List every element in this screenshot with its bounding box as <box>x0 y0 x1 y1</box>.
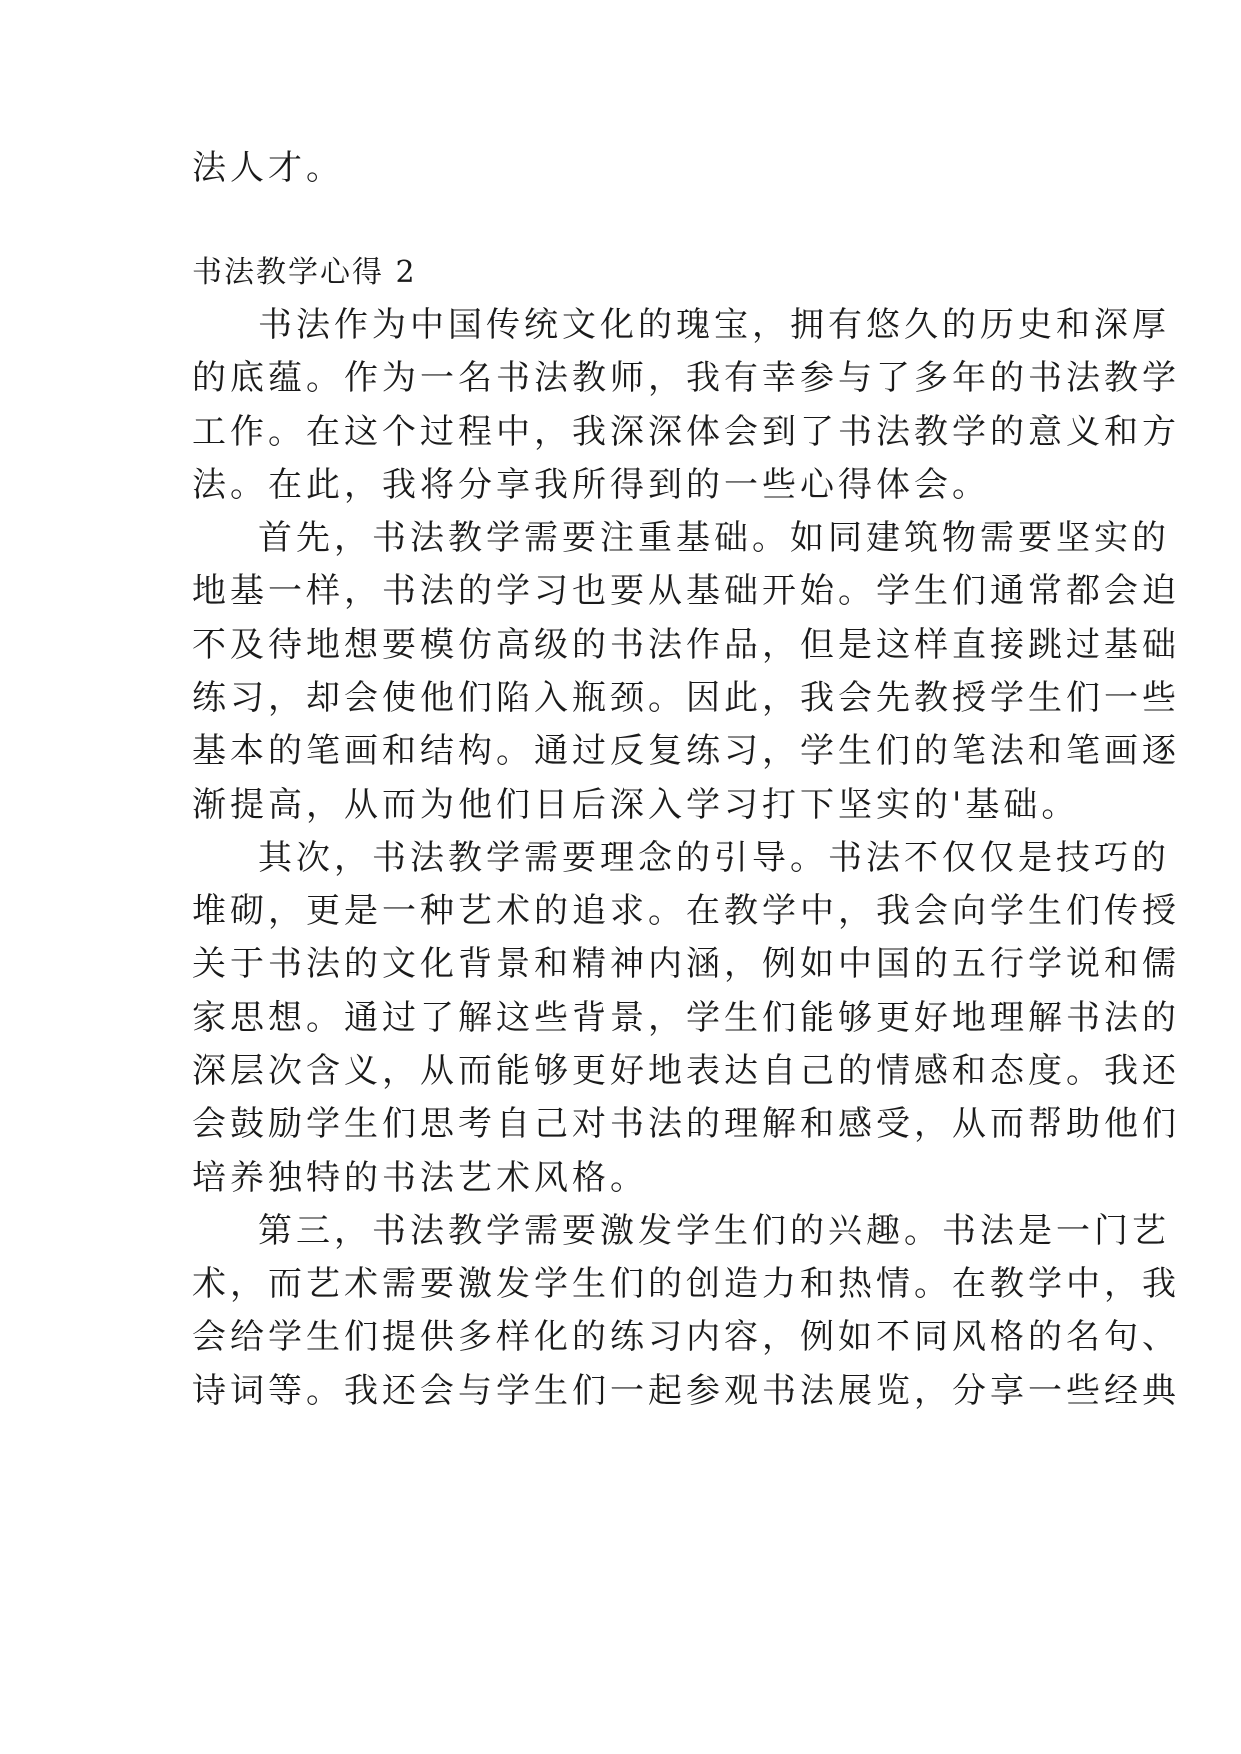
previous-text-tail: 法人才。 <box>192 148 344 188</box>
paragraph-line: 会给学生们提供多样化的练习内容，例如不同风格的名句、 <box>192 1317 1180 1357</box>
paragraph-line: 地基一样，书法的学习也要从基础开始。学生们通常都会迫 <box>192 571 1180 611</box>
paragraph-line: 首先，书法教学需要注重基础。如同建筑物需要坚实的 <box>258 518 1170 558</box>
paragraph-line: 培养独特的书法艺术风格。 <box>192 1158 648 1198</box>
paragraph-line: 堆砌，更是一种艺术的追求。在教学中，我会向学生们传授 <box>192 891 1180 931</box>
paragraph-line: 家思想。通过了解这些背景，学生们能够更好地理解书法的 <box>192 998 1180 1038</box>
paragraph-line: 工作。在这个过程中，我深深体会到了书法教学的意义和方 <box>192 412 1180 452</box>
paragraph-line: 渐提高，从而为他们日后深入学习打下坚实的'基础。 <box>192 785 1080 825</box>
paragraph-line: 第三，书法教学需要激发学生们的兴趣。书法是一门艺 <box>258 1211 1170 1251</box>
paragraph-line: 会鼓励学生们思考自己对书法的理解和感受，从而帮助他们 <box>192 1104 1180 1144</box>
paragraph-line: 其次，书法教学需要理念的引导。书法不仅仅是技巧的 <box>258 838 1170 878</box>
paragraph-line: 诗词等。我还会与学生们一起参观书法展览，分享一些经典 <box>192 1371 1180 1411</box>
paragraph-line: 不及待地想要模仿高级的书法作品，但是这样直接跳过基础 <box>192 625 1180 665</box>
paragraph-line: 术，而艺术需要激发学生们的创造力和热情。在教学中，我 <box>192 1264 1180 1304</box>
paragraph-line: 练习，却会使他们陷入瓶颈。因此，我会先教授学生们一些 <box>192 678 1180 718</box>
paragraph-line: 的底蕴。作为一名书法教师，我有幸参与了多年的书法教学 <box>192 358 1180 398</box>
paragraph-line: 书法作为中国传统文化的瑰宝，拥有悠久的历史和深厚 <box>258 305 1170 345</box>
paragraph-line: 基本的笔画和结构。通过反复练习，学生们的笔法和笔画逐 <box>192 731 1180 771</box>
paragraph-line: 法。在此，我将分享我所得到的一些心得体会。 <box>192 465 990 505</box>
paragraph-line: 深层次含义，从而能够更好地表达自己的情感和态度。我还 <box>192 1051 1180 1091</box>
paragraph-line: 关于书法的文化背景和精神内涵，例如中国的五行学说和儒 <box>192 944 1180 984</box>
section-title: 书法教学心得 2 <box>192 255 417 290</box>
